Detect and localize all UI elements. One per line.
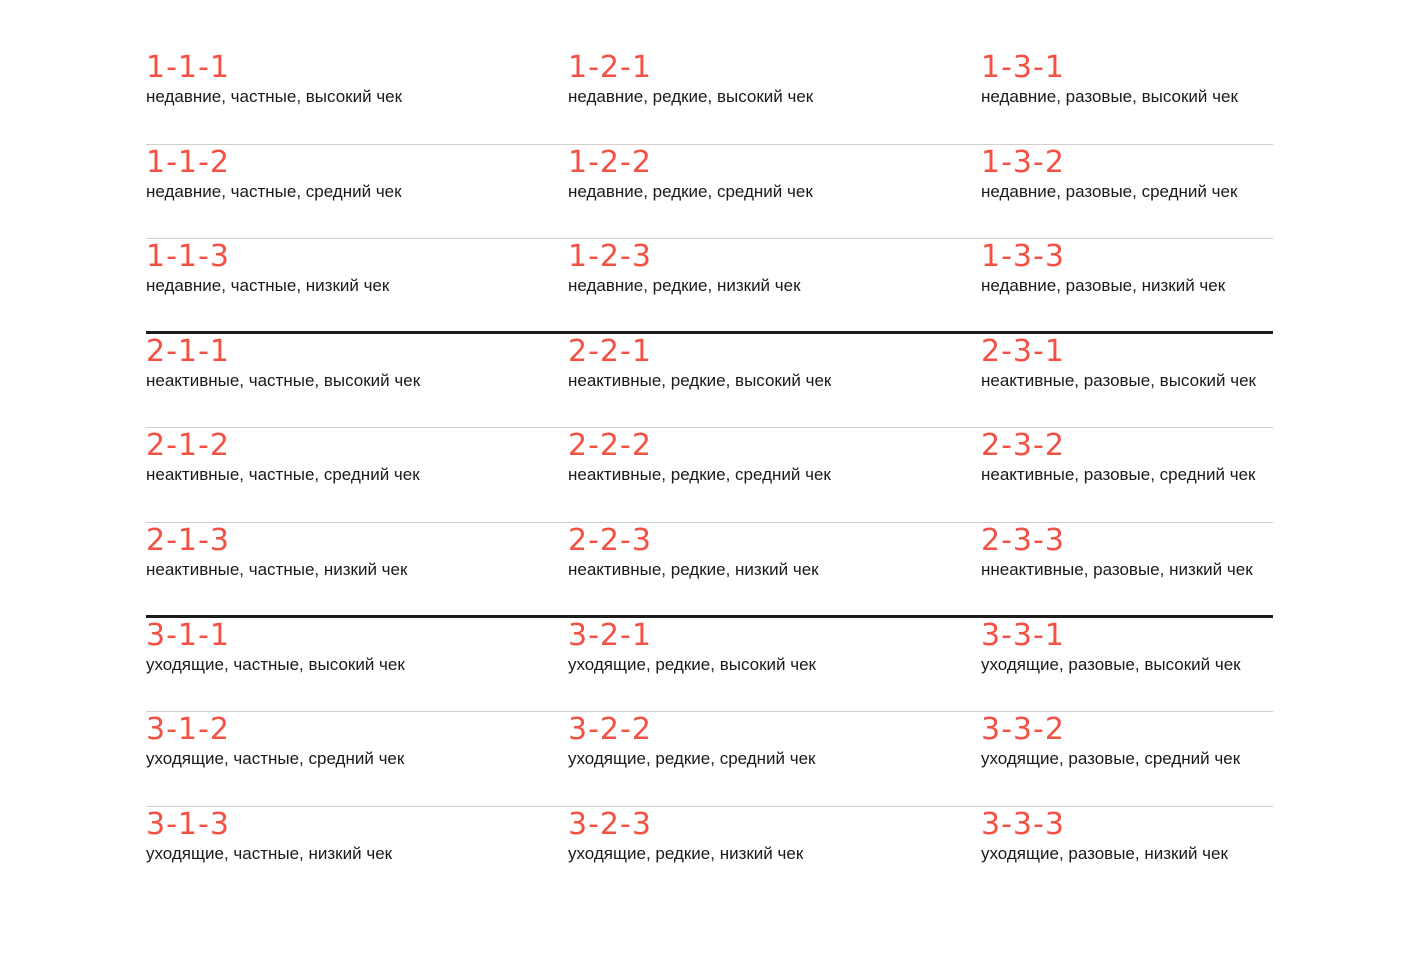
segment-description: неактивные, частные, низкий чек: [146, 559, 408, 579]
segment-cell: [981, 334, 1256, 392]
segment-description: уходящие, разовые, средний чек: [981, 749, 1241, 769]
segment-description: уходящие, разовые, низкий чек: [981, 843, 1228, 863]
segment-cell: [981, 523, 1253, 581]
segment-cell: [568, 618, 816, 676]
segment-code: 3-3-2: [981, 712, 1065, 748]
segment-description: уходящие, редкие, высокий чек: [568, 654, 816, 674]
segment-row: [146, 239, 1273, 334]
segment-code: 3-3-3: [981, 806, 1065, 842]
segment-code: 2-2-2: [568, 428, 652, 464]
segment-cell: [568, 712, 816, 770]
segment-code: 3-1-1: [146, 617, 230, 653]
segment-description: ннеактивные, разовые, низкий чек: [981, 559, 1253, 579]
segment-cell: [568, 807, 803, 865]
segment-row: [146, 618, 1273, 713]
segment-cell: [981, 428, 1255, 486]
segment-code: 1-3-1: [981, 50, 1065, 85]
segment-code: 2-3-3: [981, 522, 1065, 558]
segment-description: неактивные, разовые, средний чек: [981, 465, 1256, 485]
segment-description: уходящие, редкие, средний чек: [568, 749, 816, 769]
segment-cell: [146, 712, 404, 770]
segment-cell: [146, 145, 402, 203]
segment-code: 1-1-3: [146, 239, 230, 275]
segment-cell: [568, 428, 831, 486]
segment-code: 2-1-2: [146, 428, 230, 464]
segment-row: [146, 712, 1273, 807]
segment-description: неактивные, частные, средний чек: [146, 465, 420, 485]
segment-code: 1-2-2: [568, 144, 652, 180]
segment-code: 1-1-1: [146, 50, 230, 85]
segment-row: [146, 334, 1273, 429]
segment-row: [146, 145, 1273, 240]
segment-code: 2-2-1: [568, 333, 652, 369]
segment-description: уходящие, разовые, высокий чек: [981, 654, 1241, 674]
segment-cell: [981, 712, 1240, 770]
segment-cell: [568, 334, 831, 392]
segment-cell: [146, 807, 392, 865]
segment-description: неактивные, частные, высокий чек: [146, 370, 421, 390]
segment-description: неактивные, редкие, низкий чек: [568, 559, 819, 579]
segment-description: уходящие, частные, низкий чек: [146, 843, 393, 863]
segment-code: 1-3-3: [981, 239, 1065, 275]
segment-code: 3-1-2: [146, 712, 230, 748]
segment-cell: [981, 50, 1238, 108]
segment-code: 2-3-2: [981, 428, 1065, 464]
segment-cell: [568, 145, 813, 203]
segment-cell: [981, 807, 1228, 865]
segment-code: 1-1-2: [146, 144, 230, 180]
segment-grid: [146, 50, 1273, 901]
segment-row: [146, 428, 1273, 523]
segment-description: уходящие, частные, высокий чек: [146, 654, 405, 674]
segment-code: 1-3-2: [981, 144, 1065, 180]
segment-code: 3-2-2: [568, 712, 652, 748]
segment-code: 2-2-3: [568, 522, 652, 558]
segment-cell: [146, 428, 420, 486]
segment-cell: [568, 523, 819, 581]
segment-description: недавние, редкие, высокий чек: [568, 87, 814, 106]
segment-code: 2-3-1: [981, 333, 1065, 369]
segment-code: 2-1-1: [146, 333, 230, 369]
segment-cell: [146, 618, 405, 676]
segment-code: 1-2-1: [568, 50, 652, 85]
segment-description: неактивные, редкие, средний чек: [568, 465, 831, 485]
segment-description: недавние, разовые, высокий чек: [981, 87, 1238, 106]
segment-cell: [146, 523, 407, 581]
segment-cell: [981, 618, 1241, 676]
segment-code: 3-2-3: [568, 806, 652, 842]
segment-code: 1-2-3: [568, 239, 652, 275]
segment-code: 2-1-3: [146, 522, 230, 558]
segment-description: неактивные, редкие, высокий чек: [568, 370, 832, 390]
segment-description: уходящие, частные, средний чек: [146, 749, 405, 769]
segment-cell: [981, 239, 1225, 297]
segment-row: [146, 50, 1273, 145]
segment-description: неактивные, разовые, высокий чек: [981, 370, 1256, 390]
segment-description: недавние, частные, средний чек: [146, 181, 402, 201]
segment-description: уходящие, редкие, низкий чек: [568, 843, 804, 863]
segment-row: [146, 523, 1273, 618]
segment-cell: [568, 239, 801, 297]
segment-code: 3-1-3: [146, 806, 230, 842]
segment-code: 3-3-1: [981, 617, 1065, 653]
segment-description: недавние, частные, низкий чек: [146, 276, 390, 296]
segment-cell: [568, 50, 813, 108]
segment-cell: [146, 239, 389, 297]
segment-description: недавние, частные, высокий чек: [146, 87, 403, 106]
segment-description: недавние, редкие, низкий чек: [568, 276, 801, 296]
segment-row: [146, 807, 1273, 902]
segment-description: недавние, редкие, средний чек: [568, 181, 813, 201]
segment-code: 3-2-1: [568, 617, 652, 653]
segment-description: недавние, разовые, низкий чек: [981, 276, 1226, 296]
segment-cell: [146, 334, 420, 392]
segment-cell: [981, 145, 1237, 203]
segment-description: недавние, разовые, средний чек: [981, 181, 1238, 201]
segment-cell: [146, 50, 402, 108]
